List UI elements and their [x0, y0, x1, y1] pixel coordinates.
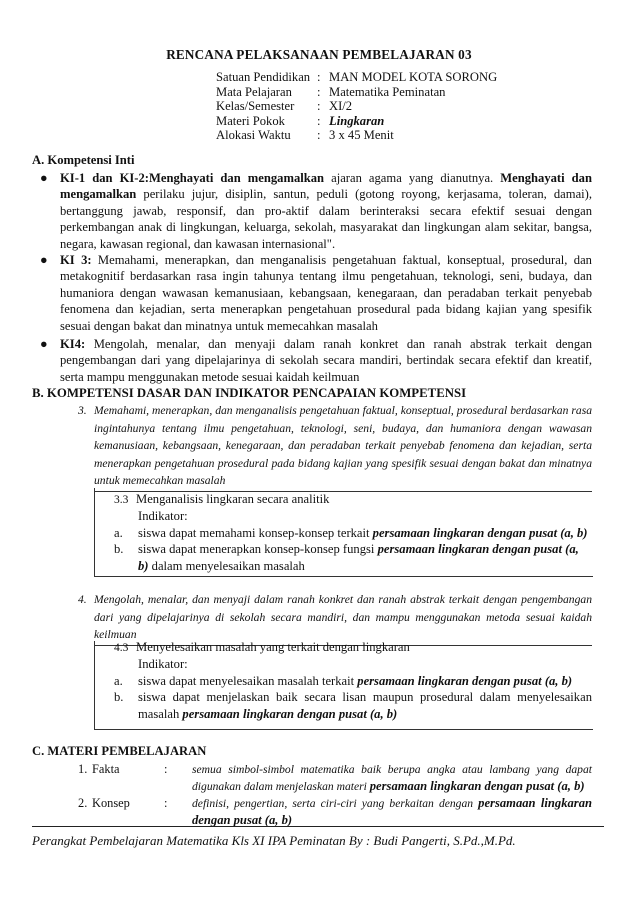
core-competence-list — [40, 170, 592, 385]
kd-3-detail: 3.3 Menganalisis lingkaran secara analitik Indikator: a. siswa dapat memahami konsep-konsep terkait persamaan lingkaran dengan pusat (a, b) b. siswa dapat menerapkan konsep-konsep fungsi persamaan lingkaran dengan pusat (a, b) dalam menyelesaikan masalah — [114, 491, 592, 574]
kd-number: 4. — [78, 593, 87, 606]
page-footer: Perangkat Pembelajaran Matematika Kls XI IPA Peminatan By : Budi Pangerti, S.Pd.,M.Pd. — [32, 833, 516, 848]
list-item: ● KI4: Mengolah, menalar, dan menyaji dalam ranah konkret dan ranah abstrak terkait dengan pengembangan dari yang dipelajarinya di sekolah secara mandiri, bertindak secara efektif dan kreatif, serta mampu menggunakan metode sesuai kaidah keilmuan — [40, 337, 592, 384]
bullet-icon: ● — [40, 337, 48, 351]
identity-row: Mata Pelajaran : Matematika Peminatan — [216, 84, 446, 99]
list-item: 1. Fakta : semua simbol-simbol matematika baik berupa angka atau lambang yang dapat digunakan dalam menjelaskan materi persamaan lingkaran dengan pusat (a, b) — [78, 762, 592, 793]
kd-4-detail: 4.3 Menyelesaikan masalah yang terkait dengan lingkaran Indikator: a. siswa dapat menyelesaikan masalah terkait persamaan lingkaran dengan pusat (a, b) b. siswa dapat menjelaskan baik secara lisan maupun prosedural dalam menyelesaikan masalah persamaan lingkaran dengan pusat (a, b) — [114, 640, 592, 721]
section-b-heading: B. KOMPETENSI DASAR DAN INDIKATOR PENCAPAIAN KOMPETENSI — [32, 386, 467, 400]
material-list — [78, 761, 592, 829]
page-title: RENCANA PELAKSANAAN PEMBELAJARAN 03 — [166, 47, 472, 62]
list-item: ● KI 3: Memahami, menerapkan, dan menganalisis pengetahuan faktual, konseptual, prosedural, dan metakognitif berdasarkan rasa ingin tahunya tentang ilmu pengetahuan, teknologi, seni, budaya, dan humaniora dengan wawasan kemanusiaan, kebangsaan, kenegaraan, dan peradaban terkait penyebab fenomena dan kejadian, serta menerapkan pengetahuan prosedural pada bidang kajian yang spesifik sesuai dengan bakat dan minatnya untuk memecahkan masalah — [40, 253, 592, 333]
identity-table — [216, 69, 497, 142]
list-item: b. siswa dapat menerapkan konsep-konsep fungsi persamaan lingkaran dengan pusat (a, b) dalam menyelesaikan masalah — [114, 542, 579, 573]
section-c-heading: C. MATERI PEMBELAJARAN — [32, 744, 207, 758]
list-item: a. siswa dapat memahami konsep-konsep terkait persamaan lingkaran dengan pusat (a, b) — [114, 525, 588, 540]
identity-row: Satuan Pendidikan : MAN MODEL KOTA SORONG — [216, 70, 498, 84]
list-item: a. siswa dapat menyelesaikan masalah terkait persamaan lingkaran dengan pusat (a, b) — [114, 673, 573, 688]
kd-3-text: Memahami, menerapkan, dan menganalisis pengetahuan faktual, konseptual, prosedural berdasarkan rasa ingintahunya tentang ilmu pengetahuan, teknologi, seni, budaya, dan humaniora dengan wawasan kemanusiaan, kebangsaan, kenegaraan, dan peradaban terkait penyebab fenomena dan kejadian, serta menerapkan pengetahuan prosedural pada bidang kajian yang spesifik sesuai dengan bakat dan minatnya untuk memecahkan masalah — [94, 402, 592, 492]
kd-number: 3. — [78, 404, 87, 417]
bullet-icon: ● — [40, 171, 48, 185]
list-item: 2. Konsep : definisi, pengertian, serta ciri-ciri yang berkaitan dengan persamaan lingkaran dengan pusat (a, b) — [78, 796, 592, 827]
kd-4-text: Mengolah, menalar, dan menyaji dalam ranah konkret dan ranah abstrak terkait dengan pengembangan dari yang dipelajarinya di sekolah secara mandiri, dan mampu menggunakan metoda sesuai kaidah keilmuan — [94, 591, 592, 646]
identity-row: Alokasi Waktu : 3 x 45 Menit — [216, 128, 394, 143]
bullet-icon: ● — [40, 253, 48, 267]
identity-row: Kelas/Semester : XI/2 — [216, 99, 353, 114]
footer-divider — [32, 826, 604, 827]
identity-row: Materi Pokok : Lingkaran — [216, 113, 385, 128]
list-item: b. siswa dapat menjelaskan baik secara lisan maupun prosedural dalam menyelesaikan masalah persamaan lingkaran dengan pusat (a, b) — [114, 690, 592, 721]
section-a-heading: A. Kompetensi Inti — [32, 153, 135, 167]
list-item: ● KI-1 dan KI-2:Menghayati dan mengamalkan ajaran agama yang dianutnya. Menghayati dan mengamalkan perilaku jujur, disiplin, santun, peduli (gotong royong, kerjasama, toleran, damai), bertanggung jawab, responsif, dan pro-aktif dalam berinteraksi secara efektif sesuai dengan perkembangan anak di lingkungan, keluarga, sekolah, masyarakat dan lingkungan alam sekitar, bangsa, negara, kawasan regional, dan kawasan internasional". — [40, 171, 592, 251]
